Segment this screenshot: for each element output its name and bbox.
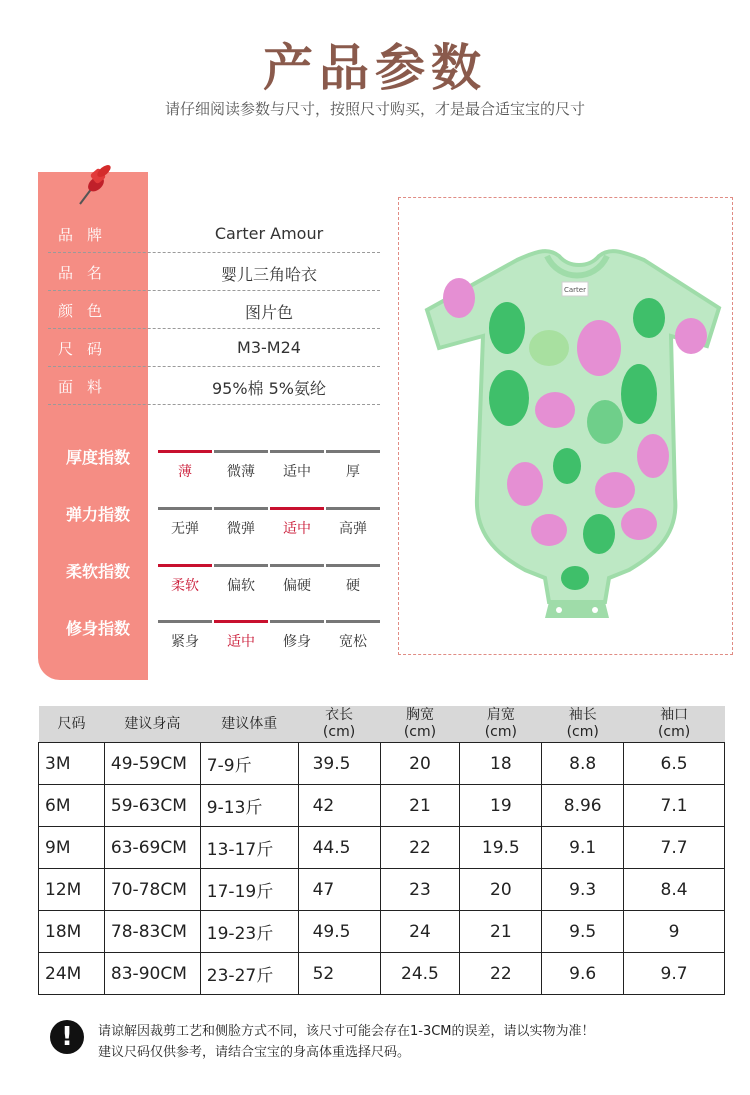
table-header-row (39, 706, 725, 743)
attribute-label: 颜色 (58, 302, 117, 320)
table-cell: 19-23斤 (200, 911, 298, 953)
table-cell: 17-19斤 (200, 869, 298, 911)
table-cell: 49-59CM (104, 743, 200, 785)
table-cell: 23-27斤 (200, 953, 298, 995)
table-cell: 8.96 (542, 785, 624, 827)
attribute-value: M3-M24 (237, 338, 301, 357)
header-unit: (cm) (322, 724, 356, 740)
table-row (39, 785, 725, 827)
softness-option: 偏硬 (270, 564, 324, 595)
table-header-cell (542, 706, 624, 743)
table-cell: 3M (39, 743, 105, 785)
header-text: 建议身高 (124, 715, 181, 732)
attribute-row-color (48, 291, 380, 329)
table-cell: 44.5 (298, 827, 380, 869)
attribute-label: 尺码 (58, 340, 117, 358)
table-header-cell (624, 706, 725, 743)
softness-index-label: 柔软指数 (65, 562, 130, 581)
softness-option: 偏软 (214, 564, 268, 595)
table-cell: 59-63CM (104, 785, 200, 827)
table-cell: 78-83CM (104, 911, 200, 953)
header-unit: (cm) (566, 724, 599, 740)
table-cell: 52 (298, 953, 380, 995)
table-cell: 7.7 (624, 827, 725, 869)
table-cell: 8.4 (624, 869, 725, 911)
thickness-option: 微薄 (214, 450, 268, 481)
thickness-option: 厚 (326, 450, 380, 481)
table-cell: 18 (460, 743, 542, 785)
table-row (39, 743, 725, 785)
table-cell: 18M (39, 911, 105, 953)
table-cell: 47 (298, 869, 380, 911)
table-cell: 8.8 (542, 743, 624, 785)
table-cell: 12M (39, 869, 105, 911)
table-cell: 9.1 (542, 827, 624, 869)
garment-tag-text: Carter (564, 286, 586, 294)
header-text: 尺码 (57, 715, 86, 732)
header-text: 肩宽 (486, 707, 515, 723)
table-cell: 24 (380, 911, 460, 953)
attribute-row-fabric (48, 367, 380, 405)
attribute-value: 95%棉 5%氨纶 (211, 379, 327, 398)
product-photo-frame (398, 197, 733, 655)
table-cell: 9.7 (624, 953, 725, 995)
header-text: 袖长 (568, 707, 597, 723)
table-cell: 24.5 (380, 953, 460, 995)
attribute-row-name (48, 253, 380, 291)
table-cell: 13-17斤 (200, 827, 298, 869)
elasticity-option: 适中 (270, 507, 324, 538)
thickness-option: 适中 (270, 450, 324, 481)
attribute-value: 图片色 (244, 303, 293, 322)
exclamation-icon: ! (50, 1020, 84, 1054)
size-table (38, 706, 725, 995)
table-cell: 22 (460, 953, 542, 995)
fit-option: 紧身 (158, 620, 212, 651)
table-cell: 21 (380, 785, 460, 827)
table-cell: 21 (460, 911, 542, 953)
thickness-option: 薄 (158, 450, 212, 481)
table-header-cell (104, 706, 200, 743)
header-text: 建议体重 (221, 715, 278, 732)
fit-index-label: 修身指数 (65, 619, 130, 638)
attribute-row-brand (48, 215, 380, 253)
table-row (39, 911, 725, 953)
elasticity-index-label: 弹力指数 (65, 505, 130, 524)
elasticity-option: 微弹 (214, 507, 268, 538)
header-text: 袖口 (660, 707, 689, 723)
thickness-index-label: 厚度指数 (65, 448, 130, 467)
header-text: 胸宽 (405, 707, 434, 723)
table-cell: 42 (298, 785, 380, 827)
header-text: 衣长 (325, 707, 354, 723)
table-cell: 9-13斤 (200, 785, 298, 827)
elasticity-option: 无弹 (158, 507, 212, 538)
table-cell: 6.5 (624, 743, 725, 785)
table-cell: 83-90CM (104, 953, 200, 995)
note-line-2: 建议尺码仅供参考，请结合宝宝的身高体重选择尺码。 (98, 1045, 411, 1060)
table-cell: 9.3 (542, 869, 624, 911)
table-cell: 6M (39, 785, 105, 827)
table-header-cell (298, 706, 380, 743)
table-cell: 19.5 (460, 827, 542, 869)
table-cell: 7.1 (624, 785, 725, 827)
attribute-label: 面料 (58, 378, 117, 396)
table-header-cell (200, 706, 298, 743)
attribute-value: 婴儿三角哈衣 (220, 265, 317, 284)
attribute-value: Carter Amour (214, 224, 324, 243)
attribute-row-size (48, 329, 380, 367)
table-cell: 24M (39, 953, 105, 995)
table-header-cell (39, 706, 105, 743)
table-cell: 7-9斤 (200, 743, 298, 785)
softness-option: 柔软 (158, 564, 212, 595)
table-header-cell (460, 706, 542, 743)
note-line-1: 请谅解因裁剪工艺和侧脸方式不同，该尺寸可能会存在1-3CM的误差，请以实物为准！ (98, 1024, 595, 1039)
table-row (39, 953, 725, 995)
table-cell: 20 (460, 869, 542, 911)
softness-option: 硬 (326, 564, 380, 595)
table-cell: 39.5 (298, 743, 380, 785)
elasticity-option: 高弹 (326, 507, 380, 538)
page-title: 产品参数 (263, 39, 487, 97)
header-unit: (cm) (657, 724, 691, 740)
table-cell: 20 (380, 743, 460, 785)
table-row (39, 869, 725, 911)
table-header-cell (380, 706, 460, 743)
baby-bodysuit-image (399, 198, 732, 654)
header-unit: (cm) (403, 724, 437, 740)
pushpin-icon (74, 164, 114, 208)
fit-option: 修身 (270, 620, 324, 651)
table-cell: 9.6 (542, 953, 624, 995)
table-row (39, 827, 725, 869)
page-subtitle: 请仔细阅读参数与尺寸，按照尺寸购买，才是最合适宝宝的尺寸 (164, 100, 585, 118)
header-unit: (cm) (484, 724, 517, 740)
table-cell: 9.5 (542, 911, 624, 953)
table-cell: 19 (460, 785, 542, 827)
table-cell: 9M (39, 827, 105, 869)
table-cell: 22 (380, 827, 460, 869)
table-cell: 63-69CM (104, 827, 200, 869)
attribute-label: 品名 (58, 264, 117, 282)
table-cell: 9 (624, 911, 725, 953)
table-cell: 70-78CM (104, 869, 200, 911)
fit-option: 适中 (214, 620, 268, 651)
attribute-label: 品牌 (58, 226, 117, 244)
table-cell: 49.5 (298, 911, 380, 953)
fit-option: 宽松 (326, 620, 380, 651)
table-cell: 23 (380, 869, 460, 911)
